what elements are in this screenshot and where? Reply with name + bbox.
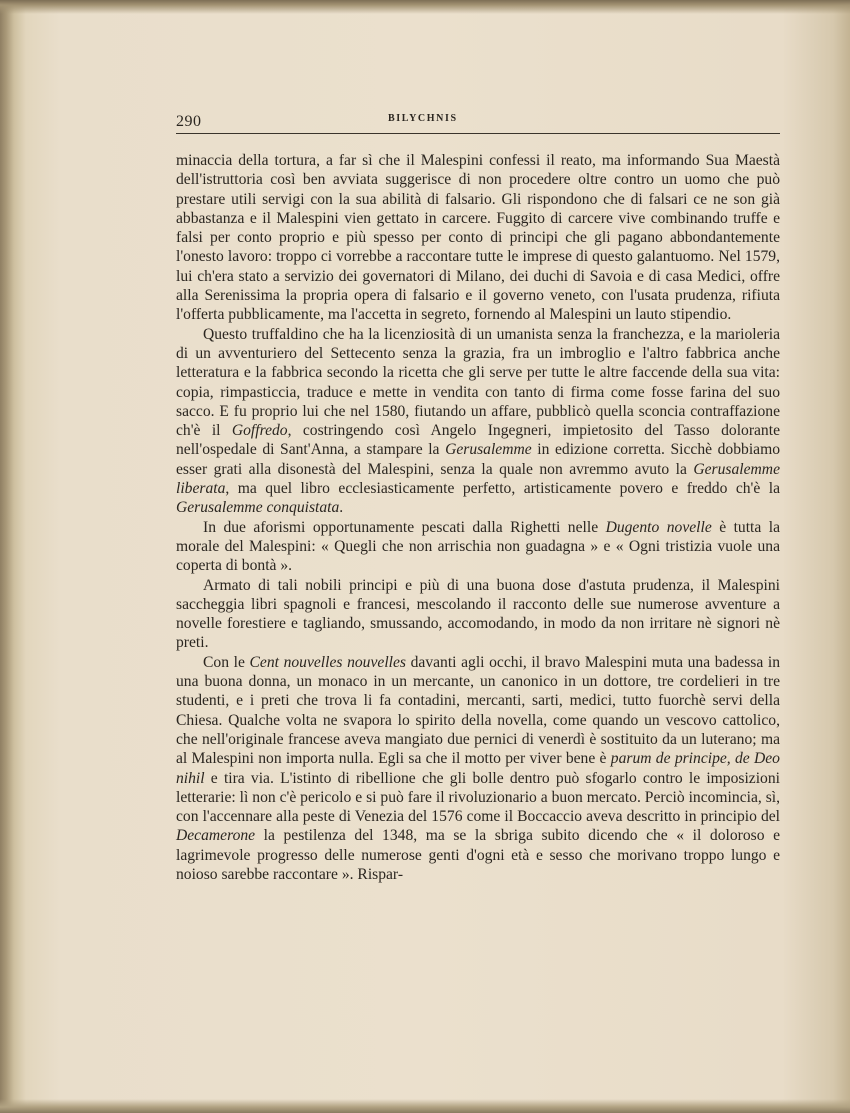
page-number: 290 [176,113,202,130]
paragraph-5-text-b: davanti agli occhi, il bravo Malespini muta una badessa in una buona donna, un monaco in un mercante, un canonico in un dottore, tre cordelieri in tre studenti, e i preti che trova li fa contadini, mercanti, sarti, medici, tutto fuorchè servi della Chiesa. Qualche volta ne svapora lo spirito della novella, come quando un vescovo cattolico, che nell'originale francese aveva mangiato due pernici di venerdì è sostituito da un luterano; ma al Malespini non importa nulla. Egli sa che il motto per viver bene è [176,653,781,768]
header-rule [176,133,780,134]
title-decamerone: Decamerone [176,827,256,845]
running-title: BILYCHNIS [388,113,458,124]
paragraph-5-text-a: Con le [203,653,250,671]
paragraph-4: Armato di tali nobili principi e più di una buona dose d'astuta prudenza, il Malespini saccheggia libri spagnoli e francesi, mescolando il racconto delle sue numerose avventure a novelle forestiere e tagliando, smussando, accomodando, in modo da non irritare nè signori nè preti. [176,576,780,652]
paragraph-3-text-b: è tutta la morale del Malespini: « Quegli che non arrischia non guadagna » e « Ogni tristizia vuole una coperta di bontà ». [176,518,781,575]
body-text [176,151,780,884]
title-gerusalemme: Gerusalemme [445,441,532,459]
title-cent-nouvelles: Cent nouvelles nouvelles [249,653,406,671]
title-goffredo: Goffredo [231,422,288,440]
latin-motto: parum de principe, de Deo nihil [176,750,780,787]
paragraph-5 [176,653,780,885]
title-gerusalemme-conquistata: Gerusalemme conquistata [176,499,340,517]
paragraph-2-text-e: . [339,499,344,517]
paragraph-3 [176,518,780,576]
paragraph-2-text-d: , ma quel libro ecclesiasticamente perfetto, artisticamente povero e freddo ch'è la [225,480,780,498]
paragraph-5-text-d: la pestilenza del 1348, ma se la sbriga subito dicendo che « il doloroso e lagrimevole progresso delle numerose genti d'ogni età e sesso che morivano troppo lungo e noioso sarebbe raccontare ». Rispar- [176,827,780,883]
paragraph-2-text-c: in edizione corretta. Sicchè dobbiamo esser grati alla disonestà del Malespini, senza la quale non avremmo avuto la [176,441,781,478]
paragraph-5-text-c: e tira via. L'istinto di ribellione che gli bolle dentro può sfogarlo contro le imposizioni letterarie: lì non c'è pericolo e si può fare il rivoluzionario a buon mercato. Perciò incomincia, sì, con l'accennare alla peste di Venezia del 1576 come il Boccaccio aveva descritto in principio del [176,769,780,826]
title-dugento-novelle: Dugento novelle [605,518,712,536]
title-gerusalemme-liberata: Gerusalemme liberata [176,460,780,498]
paragraph-2 [176,325,780,518]
paragraph-2-text-b: , costringendo così Angelo Ingegneri, impietosito del Tasso dolorante nell'ospedale di Sant'Anna, a stampare la [176,422,780,459]
paragraph-2-text-a: Questo truffaldino che ha la licenziosità di un umanista senza la franchezza, e la marioleria di un avventuriero del Settecento senza la grazia, fra un imbroglio e l'altro fabbrica anche letteratura e la fabbrica secondo la ricetta che gli serve per tutte le altre faccende della sua vita: copia, rimpasticcia, traduce e mette in vendita con tanto di firma come fosse farina del suo sacco. E fu proprio lui che nel 1580, fiutando un affare, pubblicò quella sconcia contraffazione ch'è il [176,325,780,440]
paragraph-1: minaccia della tortura, a far sì che il Malespini confessi il reato, ma informando Sua Maestà dell'istruttoria così ben avviata suggerisce di non procedere oltre contro un uomo che può prestare utili servigi con la sua abilità di falsario. Gli rispondono che di falsari ce ne son già abbastanza e il Malespini vien gettato in carcere. Fuggito di carcere vive combinando truffe e falsi per conto proprio e più spesso per conto di principi che gli pagano abbondantemente l'onesto lavoro: troppo ci vorrebbe a raccontare tutte le imprese di questo galantuomo. Nel 1579, lui ch'era stato a servizio dei governatori di Milano, dei duchi di Savoia e di casa Medici, offre alla Serenissima la propria opera di falsario e il governo veneto, con l'usata prudenza, rifiuta l'offerta pubblicamente, ma l'accetta in segreto, fornendo al Malespini un lauto stipendio. [176,152,780,324]
paragraph-3-text-a: In due aforismi opportunamente pescati dalla Righetti nelle [203,518,606,536]
